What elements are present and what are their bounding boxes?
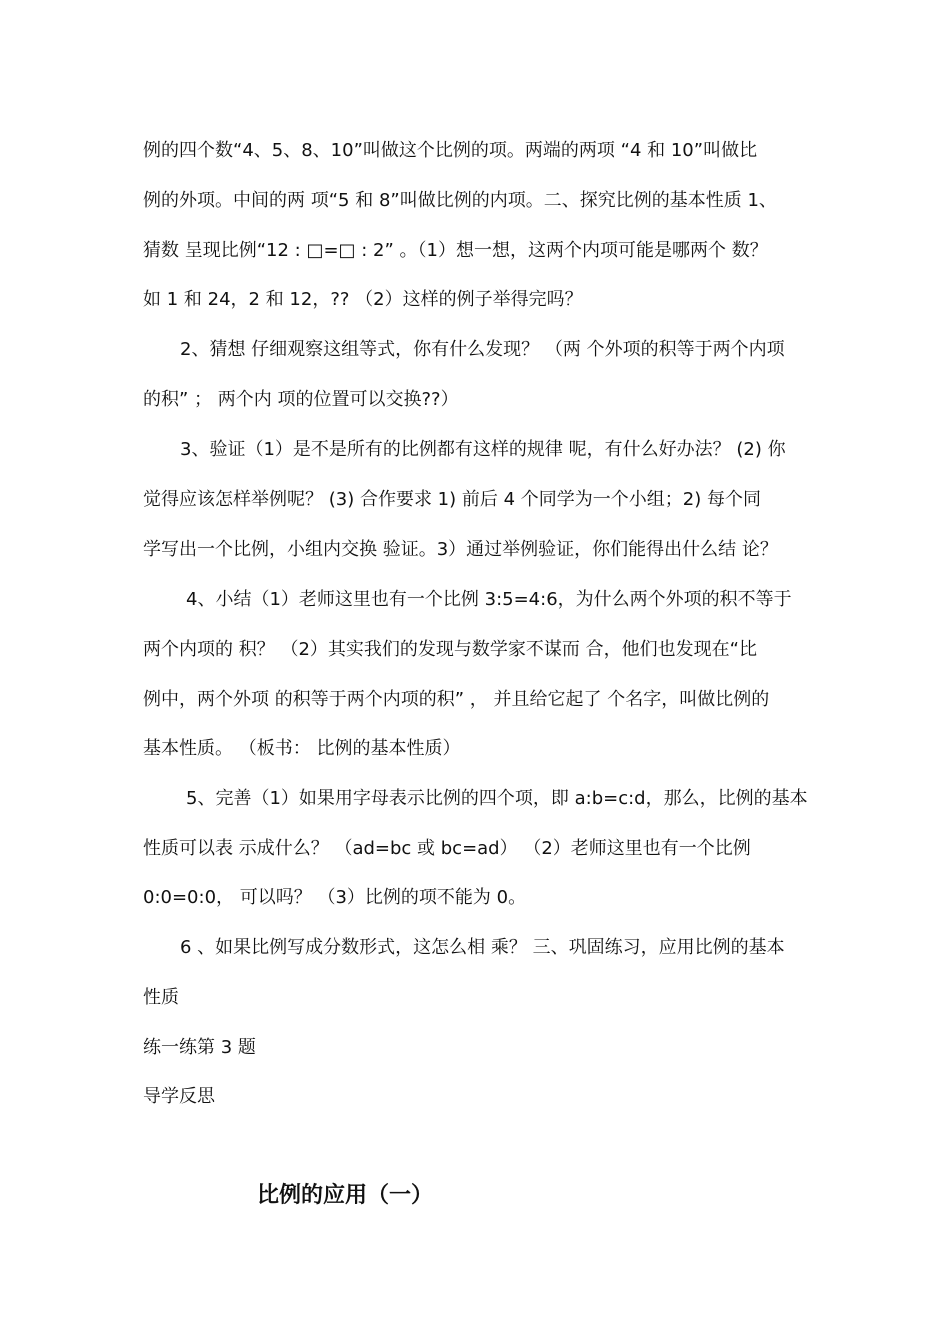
text-line: 例中，两个外项 的积等于两个内项的积” ， 并且给它起了 个名字，叫做比例的 [143,689,770,710]
text-line: 例的外项。中间的两 项“5 和 8”叫做比例的内项。二、探究比例的基本性质 1、 [143,190,777,211]
section-title: 比例的应用（一） [257,1183,434,1208]
text-line: 的积” ； 两个内 项的位置可以交换??） [143,389,459,410]
text-line: 基本性质。 （板书： 比例的基本性质） [143,738,461,759]
text-line: 6 、如果比例写成分数形式，这怎么相 乘？ 三、巩固练习，应用比例的基本 [180,937,785,958]
text-line: 学写出一个比例，小组内交换 验证。3）通过举例验证，你们能得出什么结 论？ [143,539,778,560]
text-line: 4、小结（1）老师这里也有一个比例 3:5=4:6，为什么两个外项的积不等于 [186,589,792,610]
text-line: 觉得应该怎样举例呢？ (3) 合作要求 1) 前后 4 个同学为一个小组；2) 每个同 [143,489,761,510]
text-line: 性质可以表 示成什么？ （ad=bc 或 bc=ad） （2）老师这里也有一个比例 [143,838,751,859]
text-line: 如 1 和 24，2 和 12，?? （2）这样的例子举得完吗？ [143,289,583,310]
text-line: 3、验证（1）是不是所有的比例都有这样的规律 呢，有什么好办法？ (2) 你 [180,439,786,460]
text-line: 导学反思 [143,1086,215,1107]
text-line: 例的四个数“4、5、8、10”叫做这个比例的项。两端的两项 “4 和 10”叫做比 [143,140,758,161]
text-line: 猜数 呈现比例“12 : □=□ : 2” 。（1）想一想，这两个内项可能是哪两个 数？ [143,240,768,261]
text-line: 0:0=0:0， 可以吗？ （3）比例的项不能为 0。 [143,887,527,908]
text-line: 练一练第 3 题 [143,1037,256,1058]
text-line: 5、完善（1）如果用字母表示比例的四个项，即 a:b=c:d，那么，比例的基本 [186,788,808,809]
text-line: 两个内项的 积？ （2）其实我们的发现与数学家不谋而 合，他们也发现在“比 [143,639,757,660]
text-line: 性质 [143,987,179,1008]
text-line: 2、猜想 仔细观察这组等式，你有什么发现？ （两 个外项的积等于两个内项 [180,339,785,360]
